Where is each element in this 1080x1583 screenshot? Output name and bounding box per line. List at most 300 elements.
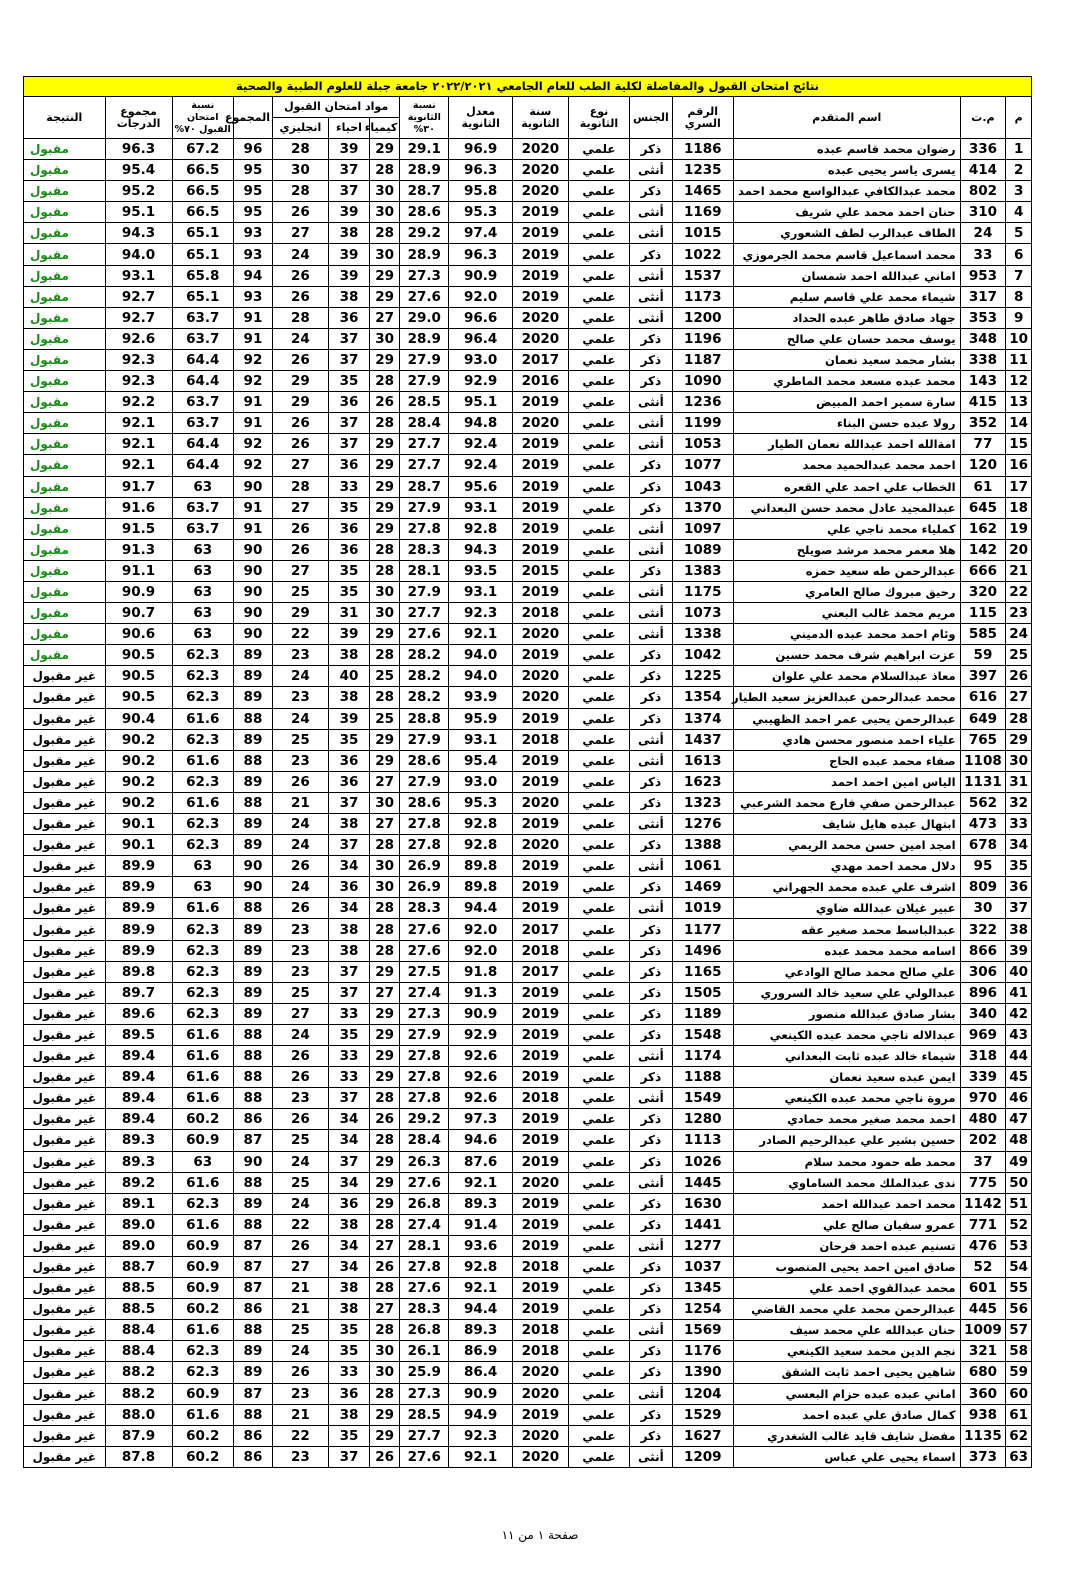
cell-name: احمد محمد صغير محمد حمادي bbox=[733, 1109, 960, 1130]
cell-pct30: 28.2 bbox=[400, 666, 449, 687]
cell-seq: 142 bbox=[960, 539, 1006, 560]
cell-gender: أنثى bbox=[630, 539, 672, 560]
cell-name: محمد عبده مسعد محمد الماطري bbox=[733, 371, 960, 392]
cell-chem: 29 bbox=[370, 961, 400, 982]
cell-total: 86 bbox=[233, 1446, 272, 1467]
cell-total: 90 bbox=[233, 539, 272, 560]
cell-bio: 38 bbox=[328, 919, 369, 940]
cell-gender: أنثى bbox=[630, 1235, 672, 1256]
cell-grand: 93.1 bbox=[105, 265, 172, 286]
cell-res: مقبول bbox=[24, 392, 106, 413]
cell-gender: ذكر bbox=[630, 1256, 672, 1277]
cell-pct70: 61.6 bbox=[172, 750, 233, 771]
cell-year: 2019 bbox=[512, 814, 568, 835]
cell-eng: 23 bbox=[272, 1088, 328, 1109]
cell-eng: 26 bbox=[272, 539, 328, 560]
cell-pct70: 60.2 bbox=[172, 1299, 233, 1320]
table-row bbox=[24, 371, 1032, 392]
cell-name: رولا عبده حسن البناء bbox=[733, 413, 960, 434]
table-row bbox=[24, 1130, 1032, 1151]
cell-year: 2019 bbox=[512, 286, 568, 307]
cell-idx: 59 bbox=[1006, 1362, 1032, 1383]
cell-eng: 25 bbox=[272, 1320, 328, 1341]
cell-pct70: 62.3 bbox=[172, 771, 233, 792]
cell-total: 93 bbox=[233, 286, 272, 307]
cell-code: 1323 bbox=[672, 792, 733, 813]
cell-avg: 92.6 bbox=[449, 1046, 513, 1067]
table-row bbox=[24, 413, 1032, 434]
cell-code: 1089 bbox=[672, 539, 733, 560]
cell-gender: ذكر bbox=[630, 835, 672, 856]
cell-gender: ذكر bbox=[630, 1151, 672, 1172]
cell-eng: 26 bbox=[272, 771, 328, 792]
cell-code: 1187 bbox=[672, 349, 733, 370]
cell-idx: 51 bbox=[1006, 1193, 1032, 1214]
cell-avg: 93.1 bbox=[449, 729, 513, 750]
table-row bbox=[24, 603, 1032, 624]
cell-chem: 28 bbox=[370, 371, 400, 392]
cell-res: مقبول bbox=[24, 581, 106, 602]
cell-seq: 585 bbox=[960, 624, 1006, 645]
cell-avg: 95.3 bbox=[449, 202, 513, 223]
cell-name: بشار محمد سعيد نعمان bbox=[733, 349, 960, 370]
table-row bbox=[24, 1088, 1032, 1109]
cell-code: 1338 bbox=[672, 624, 733, 645]
cell-total: 88 bbox=[233, 1404, 272, 1425]
cell-eng: 24 bbox=[272, 877, 328, 898]
cell-bio: 35 bbox=[328, 560, 369, 581]
cell-grand: 92.1 bbox=[105, 413, 172, 434]
cell-total: 90 bbox=[233, 856, 272, 877]
cell-pct70: 60.9 bbox=[172, 1130, 233, 1151]
cell-pct70: 61.6 bbox=[172, 1172, 233, 1193]
cell-grand: 90.6 bbox=[105, 624, 172, 645]
cell-name: مفضل شايف قايد غالب الشغدري bbox=[733, 1425, 960, 1446]
table-row bbox=[24, 1109, 1032, 1130]
cell-pct30: 28.7 bbox=[400, 181, 449, 202]
table-row bbox=[24, 581, 1032, 602]
cell-name: رحيق مبروك صالح العامري bbox=[733, 581, 960, 602]
cell-year: 2018 bbox=[512, 729, 568, 750]
cell-grand: 88.4 bbox=[105, 1320, 172, 1341]
cell-grand: 88.2 bbox=[105, 1383, 172, 1404]
cell-chem: 26 bbox=[370, 1256, 400, 1277]
cell-year: 2019 bbox=[512, 1299, 568, 1320]
cell-idx: 30 bbox=[1006, 750, 1032, 771]
cell-code: 1015 bbox=[672, 223, 733, 244]
cell-avg: 92.6 bbox=[449, 1088, 513, 1109]
cell-code: 1388 bbox=[672, 835, 733, 856]
cell-total: 89 bbox=[233, 645, 272, 666]
cell-code: 1374 bbox=[672, 708, 733, 729]
cell-chem: 29 bbox=[370, 1003, 400, 1024]
cell-gender: أنثى bbox=[630, 392, 672, 413]
exam-subjects-header: مواد امتحان القبول bbox=[272, 97, 399, 118]
cell-bio: 38 bbox=[328, 223, 369, 244]
cell-chem: 28 bbox=[370, 919, 400, 940]
cell-idx: 7 bbox=[1006, 265, 1032, 286]
table-row bbox=[24, 1425, 1032, 1446]
cell-res: مقبول bbox=[24, 539, 106, 560]
cell-name: عبدالرحمن يحيى عمر احمد الظهيبي bbox=[733, 708, 960, 729]
table-row bbox=[24, 1383, 1032, 1404]
cell-total: 89 bbox=[233, 771, 272, 792]
cell-eng: 21 bbox=[272, 1404, 328, 1425]
cell-idx: 9 bbox=[1006, 307, 1032, 328]
cell-avg: 97.4 bbox=[449, 223, 513, 244]
cell-gender: ذكر bbox=[630, 645, 672, 666]
cell-idx: 23 bbox=[1006, 603, 1032, 624]
col-grand-header: مجموع الدرجات bbox=[105, 97, 172, 139]
cell-grand: 92.3 bbox=[105, 349, 172, 370]
cell-bio: 38 bbox=[328, 1299, 369, 1320]
results-sheet bbox=[23, 76, 1032, 1468]
cell-seq: 373 bbox=[960, 1446, 1006, 1467]
cell-name: محمد طه حمود محمد سلام bbox=[733, 1151, 960, 1172]
cell-gender: ذكر bbox=[630, 1214, 672, 1235]
cell-grand: 89.7 bbox=[105, 982, 172, 1003]
cell-eng: 25 bbox=[272, 1130, 328, 1151]
cell-code: 1097 bbox=[672, 518, 733, 539]
cell-year: 2018 bbox=[512, 1088, 568, 1109]
cell-chem: 28 bbox=[370, 898, 400, 919]
cell-idx: 3 bbox=[1006, 181, 1032, 202]
cell-grand: 92.7 bbox=[105, 307, 172, 328]
cell-grand: 94.3 bbox=[105, 223, 172, 244]
cell-total: 92 bbox=[233, 434, 272, 455]
cell-res: مقبول bbox=[24, 518, 106, 539]
cell-chem: 27 bbox=[370, 814, 400, 835]
cell-bio: 37 bbox=[328, 434, 369, 455]
cell-chem: 30 bbox=[370, 856, 400, 877]
cell-code: 1173 bbox=[672, 286, 733, 307]
cell-avg: 92.4 bbox=[449, 455, 513, 476]
cell-seq: 162 bbox=[960, 518, 1006, 539]
cell-seq: 306 bbox=[960, 961, 1006, 982]
cell-avg: 92.0 bbox=[449, 919, 513, 940]
cell-name: جهاد صادق طاهر عبده الحداد bbox=[733, 307, 960, 328]
cell-total: 88 bbox=[233, 1320, 272, 1341]
cell-stype: علمي bbox=[568, 1341, 629, 1362]
cell-code: 1176 bbox=[672, 1341, 733, 1362]
cell-eng: 26 bbox=[272, 202, 328, 223]
cell-seq: 320 bbox=[960, 581, 1006, 602]
cell-total: 90 bbox=[233, 560, 272, 581]
table-row bbox=[24, 455, 1032, 476]
cell-gender: ذكر bbox=[630, 1109, 672, 1130]
cell-seq: 339 bbox=[960, 1067, 1006, 1088]
cell-pct70: 63.7 bbox=[172, 392, 233, 413]
cell-total: 88 bbox=[233, 1172, 272, 1193]
cell-total: 95 bbox=[233, 181, 272, 202]
cell-chem: 29 bbox=[370, 497, 400, 518]
table-row bbox=[24, 856, 1032, 877]
cell-gender: أنثى bbox=[630, 1383, 672, 1404]
cell-code: 1276 bbox=[672, 814, 733, 835]
col-year-header: سنة الثانوية bbox=[512, 97, 568, 139]
cell-year: 2019 bbox=[512, 244, 568, 265]
cell-gender: ذكر bbox=[630, 476, 672, 497]
table-row bbox=[24, 223, 1032, 244]
cell-res: مقبول bbox=[24, 202, 106, 223]
cell-pct30: 27.5 bbox=[400, 961, 449, 982]
cell-idx: 50 bbox=[1006, 1172, 1032, 1193]
cell-avg: 96.6 bbox=[449, 307, 513, 328]
cell-idx: 26 bbox=[1006, 666, 1032, 687]
cell-pct70: 60.2 bbox=[172, 1425, 233, 1446]
cell-chem: 29 bbox=[370, 265, 400, 286]
cell-pct30: 28.4 bbox=[400, 1130, 449, 1151]
cell-eng: 22 bbox=[272, 624, 328, 645]
cell-year: 2020 bbox=[512, 160, 568, 181]
cell-name: حسين بشير علي عبدالرحيم الصادر bbox=[733, 1130, 960, 1151]
cell-total: 87 bbox=[233, 1278, 272, 1299]
cell-chem: 26 bbox=[370, 1446, 400, 1467]
cell-avg: 93.1 bbox=[449, 581, 513, 602]
table-row bbox=[24, 1003, 1032, 1024]
cell-grand: 89.8 bbox=[105, 961, 172, 982]
table-row bbox=[24, 1067, 1032, 1088]
cell-year: 2020 bbox=[512, 307, 568, 328]
cell-bio: 36 bbox=[328, 455, 369, 476]
cell-code: 1043 bbox=[672, 476, 733, 497]
cell-chem: 29 bbox=[370, 1046, 400, 1067]
cell-code: 1623 bbox=[672, 771, 733, 792]
cell-bio: 35 bbox=[328, 1320, 369, 1341]
cell-seq: 52 bbox=[960, 1256, 1006, 1277]
cell-idx: 38 bbox=[1006, 919, 1032, 940]
cell-idx: 41 bbox=[1006, 982, 1032, 1003]
cell-gender: ذكر bbox=[630, 940, 672, 961]
cell-bio: 37 bbox=[328, 349, 369, 370]
cell-res: غير مقبول bbox=[24, 1446, 106, 1467]
cell-eng: 21 bbox=[272, 1299, 328, 1320]
cell-grand: 92.1 bbox=[105, 455, 172, 476]
cell-seq: 1108 bbox=[960, 750, 1006, 771]
cell-name: اسماء يحيى علي عباس bbox=[733, 1446, 960, 1467]
cell-avg: 92.9 bbox=[449, 371, 513, 392]
cell-avg: 92.3 bbox=[449, 1425, 513, 1446]
cell-bio: 37 bbox=[328, 1151, 369, 1172]
cell-seq: 202 bbox=[960, 1130, 1006, 1151]
cell-code: 1019 bbox=[672, 898, 733, 919]
cell-pct70: 63 bbox=[172, 624, 233, 645]
cell-name: شيماء محمد علي قاسم سليم bbox=[733, 286, 960, 307]
cell-avg: 96.3 bbox=[449, 160, 513, 181]
cell-pct70: 66.5 bbox=[172, 181, 233, 202]
cell-avg: 89.3 bbox=[449, 1320, 513, 1341]
cell-chem: 28 bbox=[370, 687, 400, 708]
table-row bbox=[24, 708, 1032, 729]
cell-name: رضوان محمد قاسم عبده bbox=[733, 139, 960, 160]
cell-eng: 24 bbox=[272, 666, 328, 687]
cell-res: غير مقبول bbox=[24, 1088, 106, 1109]
cell-gender: أنثى bbox=[630, 286, 672, 307]
cell-total: 90 bbox=[233, 1151, 272, 1172]
cell-res: مقبول bbox=[24, 476, 106, 497]
cell-bio: 34 bbox=[328, 898, 369, 919]
cell-stype: علمي bbox=[568, 835, 629, 856]
cell-idx: 10 bbox=[1006, 328, 1032, 349]
cell-name: سارة سمير احمد المبيض bbox=[733, 392, 960, 413]
cell-eng: 26 bbox=[272, 898, 328, 919]
cell-idx: 42 bbox=[1006, 1003, 1032, 1024]
cell-chem: 28 bbox=[370, 223, 400, 244]
cell-eng: 24 bbox=[272, 328, 328, 349]
cell-name: ايمن عبده سعيد نعمان bbox=[733, 1067, 960, 1088]
cell-pct30: 29.0 bbox=[400, 307, 449, 328]
cell-stype: علمي bbox=[568, 244, 629, 265]
cell-year: 2018 bbox=[512, 603, 568, 624]
cell-avg: 94.9 bbox=[449, 1404, 513, 1425]
cell-chem: 30 bbox=[370, 244, 400, 265]
col-total-header: المجموع bbox=[233, 97, 272, 139]
cell-chem: 28 bbox=[370, 160, 400, 181]
cell-code: 1280 bbox=[672, 1109, 733, 1130]
cell-pct70: 62.3 bbox=[172, 1362, 233, 1383]
table-body bbox=[24, 139, 1032, 1468]
table-row bbox=[24, 687, 1032, 708]
cell-gender: ذكر bbox=[630, 792, 672, 813]
cell-avg: 93.1 bbox=[449, 497, 513, 518]
cell-pct30: 27.3 bbox=[400, 265, 449, 286]
cell-pct70: 62.3 bbox=[172, 835, 233, 856]
cell-grand: 90.4 bbox=[105, 708, 172, 729]
cell-pct70: 61.6 bbox=[172, 792, 233, 813]
col-pct30-header: نسبة الثانوية ٣٠% bbox=[400, 97, 449, 139]
cell-pct30: 27.7 bbox=[400, 455, 449, 476]
cell-chem: 29 bbox=[370, 476, 400, 497]
cell-bio: 33 bbox=[328, 476, 369, 497]
cell-idx: 61 bbox=[1006, 1404, 1032, 1425]
cell-gender: ذكر bbox=[630, 877, 672, 898]
cell-avg: 93.5 bbox=[449, 560, 513, 581]
page-footer: صفحة ١ من ١١ bbox=[501, 1528, 579, 1542]
cell-idx: 12 bbox=[1006, 371, 1032, 392]
cell-grand: 89.0 bbox=[105, 1235, 172, 1256]
cell-pct30: 28.1 bbox=[400, 1235, 449, 1256]
cell-pct30: 27.9 bbox=[400, 349, 449, 370]
cell-pct70: 63.7 bbox=[172, 518, 233, 539]
cell-avg: 87.6 bbox=[449, 1151, 513, 1172]
cell-pct70: 66.5 bbox=[172, 202, 233, 223]
cell-year: 2019 bbox=[512, 1214, 568, 1235]
table-row bbox=[24, 898, 1032, 919]
cell-seq: 321 bbox=[960, 1341, 1006, 1362]
cell-total: 89 bbox=[233, 729, 272, 750]
cell-total: 90 bbox=[233, 877, 272, 898]
cell-code: 1383 bbox=[672, 560, 733, 581]
cell-res: غير مقبول bbox=[24, 1425, 106, 1446]
cell-grand: 95.2 bbox=[105, 181, 172, 202]
cell-total: 89 bbox=[233, 919, 272, 940]
cell-chem: 30 bbox=[370, 328, 400, 349]
cell-total: 89 bbox=[233, 814, 272, 835]
cell-bio: 34 bbox=[328, 1235, 369, 1256]
cell-pct70: 65.1 bbox=[172, 223, 233, 244]
cell-eng: 24 bbox=[272, 1151, 328, 1172]
cell-idx: 43 bbox=[1006, 1024, 1032, 1045]
cell-pct70: 63.7 bbox=[172, 307, 233, 328]
table-row bbox=[24, 265, 1032, 286]
cell-pct70: 63 bbox=[172, 539, 233, 560]
cell-total: 89 bbox=[233, 1193, 272, 1214]
cell-pct70: 61.6 bbox=[172, 1214, 233, 1235]
cell-pct70: 60.9 bbox=[172, 1278, 233, 1299]
cell-stype: علمي bbox=[568, 1362, 629, 1383]
cell-idx: 11 bbox=[1006, 349, 1032, 370]
cell-bio: 36 bbox=[328, 877, 369, 898]
cell-pct30: 27.8 bbox=[400, 1067, 449, 1088]
cell-grand: 95.4 bbox=[105, 160, 172, 181]
cell-chem: 28 bbox=[370, 413, 400, 434]
cell-bio: 36 bbox=[328, 518, 369, 539]
cell-eng: 26 bbox=[272, 434, 328, 455]
cell-seq: 896 bbox=[960, 982, 1006, 1003]
cell-chem: 29 bbox=[370, 1425, 400, 1446]
cell-code: 1445 bbox=[672, 1172, 733, 1193]
cell-code: 1548 bbox=[672, 1024, 733, 1045]
cell-total: 88 bbox=[233, 1067, 272, 1088]
cell-avg: 92.8 bbox=[449, 518, 513, 539]
table-row bbox=[24, 1046, 1032, 1067]
cell-total: 88 bbox=[233, 1024, 272, 1045]
cell-stype: علمي bbox=[568, 666, 629, 687]
cell-res: مقبول bbox=[24, 244, 106, 265]
cell-stype: علمي bbox=[568, 497, 629, 518]
cell-grand: 89.1 bbox=[105, 1193, 172, 1214]
cell-pct30: 26.8 bbox=[400, 1193, 449, 1214]
cell-eng: 21 bbox=[272, 792, 328, 813]
cell-seq: 649 bbox=[960, 708, 1006, 729]
cell-stype: علمي bbox=[568, 1446, 629, 1467]
cell-year: 2019 bbox=[512, 982, 568, 1003]
col-result-header: النتيجة bbox=[24, 97, 106, 139]
cell-idx: 27 bbox=[1006, 687, 1032, 708]
cell-pct30: 29.2 bbox=[400, 223, 449, 244]
cell-bio: 37 bbox=[328, 328, 369, 349]
cell-code: 1077 bbox=[672, 455, 733, 476]
cell-eng: 28 bbox=[272, 139, 328, 160]
cell-pct70: 62.3 bbox=[172, 961, 233, 982]
cell-seq: 322 bbox=[960, 919, 1006, 940]
cell-year: 2019 bbox=[512, 476, 568, 497]
cell-bio: 37 bbox=[328, 1446, 369, 1467]
cell-eng: 26 bbox=[272, 1109, 328, 1130]
cell-seq: 360 bbox=[960, 1383, 1006, 1404]
cell-pct70: 62.3 bbox=[172, 687, 233, 708]
cell-code: 1354 bbox=[672, 687, 733, 708]
cell-name: صفاء محمد عبده الحاج bbox=[733, 750, 960, 771]
cell-chem: 29 bbox=[370, 455, 400, 476]
cell-name: محمد عبدالرحمن عبدالعزيز سعيد الطيار bbox=[733, 687, 960, 708]
cell-total: 88 bbox=[233, 792, 272, 813]
cell-grand: 91.3 bbox=[105, 539, 172, 560]
cell-bio: 39 bbox=[328, 139, 369, 160]
cell-code: 1613 bbox=[672, 750, 733, 771]
cell-pct70: 61.6 bbox=[172, 898, 233, 919]
cell-pct70: 64.4 bbox=[172, 455, 233, 476]
cell-idx: 35 bbox=[1006, 856, 1032, 877]
cell-name: امةالله احمد عبدالله نعمان الطيار bbox=[733, 434, 960, 455]
cell-grand: 89.5 bbox=[105, 1024, 172, 1045]
cell-code: 1026 bbox=[672, 1151, 733, 1172]
cell-gender: ذكر bbox=[630, 1404, 672, 1425]
cell-pct30: 27.4 bbox=[400, 1214, 449, 1235]
cell-total: 92 bbox=[233, 349, 272, 370]
cell-pct70: 63 bbox=[172, 877, 233, 898]
cell-seq: 938 bbox=[960, 1404, 1006, 1425]
